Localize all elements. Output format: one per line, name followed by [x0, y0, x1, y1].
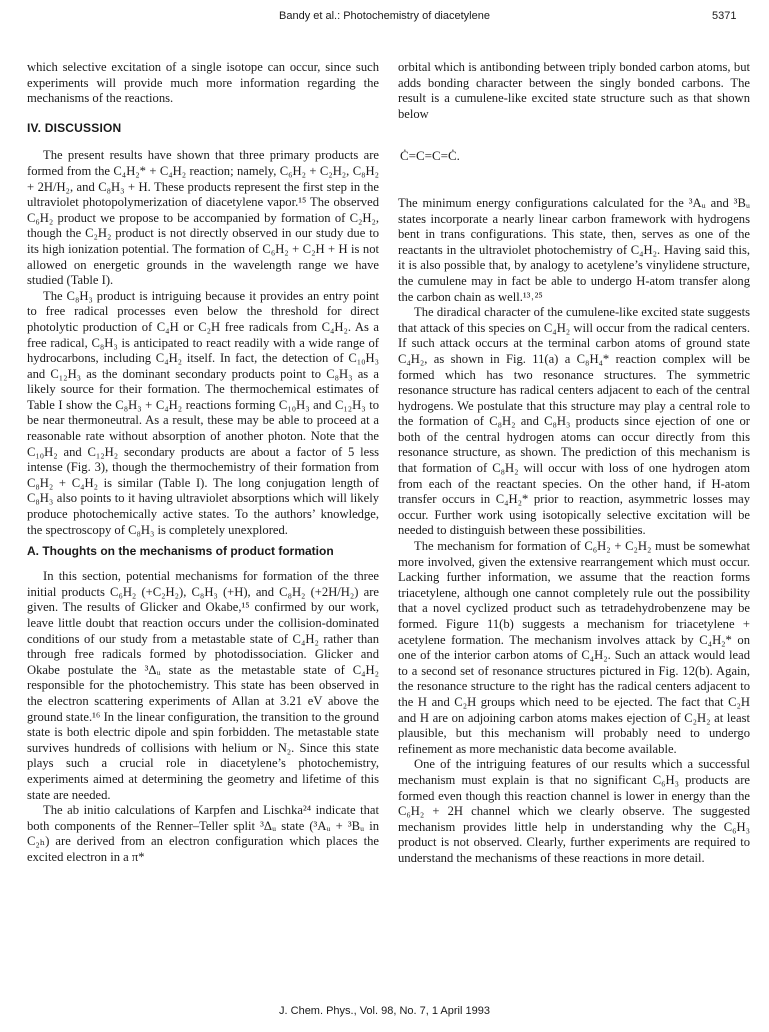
paragraph: The mechanism for formation of C₆H₂ + C₂H₂ must be somewhat more involved, given the extensive rearrangement which must occur. Lacking further information, we assume that the reaction forms triacetylene, although one cannot completely rule out the possibility that a novel cyclized product such as tetradehydrobenzene may be formed. Figure 11(b) suggests a mechanism for triacetylene + acetylene formation. The mechanism involves attack by C₄H₂* on one of the interior carbon atoms of C₄H₂. Such an attack would lead to a second set of resonance structures pictured in Fig. 12(b). Again, the resonance structure to the right has the radical centers adjacent to the H and C₂H groups which need to be ejected. The fact that C₂H and H are on adjoining carbon atoms makes ejection of C₂H₂ at least plausible, but this mechanism will probably need to undergo refinement as more mechanistic data become available. [398, 539, 750, 756]
section-heading: IV. DISCUSSION [27, 120, 122, 135]
paragraph: One of the intriguing features of our results which a successful mechanism must explain is that no significant C₆H₃ products are formed even though this reaction channel is lower in energy than the C₆H₂ + 2H channel which we clearly observe. The suggested mechanism provides little help in understanding why the C₆H₃ product is not observed. Clearly, further experiments are required to understand the mechanisms of these reactions in more detail. [398, 757, 750, 865]
running-head: Bandy et al.: Photochemistry of diacetylene [279, 10, 490, 22]
paragraph: orbital which is antibonding between triply bonded carbon atoms, but adds bonding character between the singly bonded carbons. The result is a cumulene-like excited state structure such as that shown below [398, 60, 750, 121]
paragraph: The ab initio calculations of Karpfen and Lischka²⁴ indicate that both components of the Renner–Teller split ³Δᵤ state (³Aᵤ + ³Bᵤ in C₂ₕ) are derived from an electron configuration which places the excited electron in a π* [27, 803, 379, 864]
right-column [398, 60, 750, 867]
left-column [27, 60, 379, 866]
subsection-heading: A. Thoughts on the mechanisms of product formation [27, 544, 334, 559]
paragraph: which selective excitation of a single isotope can occur, since such experiments will provide much more information regarding the mechanisms of the reactions. [27, 60, 379, 106]
paragraph: The diradical character of the cumulene-like excited state suggests that attack of this species on C₄H₂ will occur from the radical centers. If such attack occurs at the terminal carbon atoms of ground state C₄H₂, as shown in Fig. 11(a) a C₈H₄* reaction complex will be formed which has two resonance structures. The symmetric resonance structure has radical centers adjacent to each of the central hydrogens. We postulate that this structure may play a central role to the formation of C₈H₂ and C₈H₃ products since ejection of one or both of the central hydrogen atoms can occur directly from this resonance structure, as shown. The prediction of this mechanism is that formation of C₈H₂ will occur with loss of one hydrogen atom from each of the reactant species. On the other hand, if H-atom transfer occurs in C₄H₂* prior to reaction, asymmetric losses may occur. Further work using isotopically selective excitation will be needed to distinguish between these possibilities. [398, 305, 750, 538]
paragraph: In this section, potential mechanisms for formation of the three initial products C₆H₂ (+C₂H₂), C₈H₃ (+H), and C₈H₂ (+2H/H₂) are given. The results of Glicker and Okabe,¹⁵ confirmed by our work, leave little doubt that reaction occurs under the collision-dominated conditions of our study from a metastable state of C₄H₂ rather than through free radicals formed by photodissociation. Glicker and Okabe postulate the ³Δᵤ state as the metastable state of C₄H₂ responsible for the photochemistry. This state has been observed in the electron scattering experiments of Allan at 3.21 eV above the ground state.¹⁶ In the linear configuration, the transition to the ground state is both electric dipole and spin forbidden. The metastable state survives hundreds of collisions with helium or N₂. Since this state plays such a crucial role in diacetylene’s photochemistry, experiments aimed at determining the geometry and lifetime of this state are needed. [27, 569, 379, 802]
journal-footer: J. Chem. Phys., Vol. 98, No. 7, 1 April 1993 [279, 1005, 490, 1017]
paragraph: The C₈H₃ product is intriguing because it provides an entry point to free radical processes even below the threshold for direct photolytic production of C₄H or C₂H free radicals from C₄H₂. As a free radical, C₈H₃ is anticipated to react readily with a wide range of hydrocarbons, including C₄H₂ itself. In fact, the detection of C₁₀H₃ and C₁₂H₃ as the dominant secondary products point to C₈H₃ as a likely source for their formation. The thermochemical estimates of Table I show the C₈H₃ + C₄H₂ reactions forming C₁₀H₃ and C₁₂H₃ to be near thermoneutral. As a result, these may be able to proceed at a reasonable rate without absorption of another photon. Note that the C₁₀H₂ and C₁₂H₂ secondary products are about a factor of 5 less intense (Fig. 3), though the thermochemistry of their formation from C₈H₂ + C₄H₂ is similar (Table I). The long conjugation length of C₈H₃ also points to it having ultraviolet absorptions which will likely produce photochemically active states. To the authors’ knowledge, the spectroscopy of C₈H₃ is completely unexplored. [27, 288, 379, 537]
paragraph: The present results have shown that three primary products are formed from the C₄H₂* + C₄H₂ reaction; namely, C₆H₂ + C₂H₂, C₈H₂ + 2H/H₂, and C₈H₃ + H. These products represent the first step in the ultraviolet photopolymerization of diacetylene vapor.¹⁵ The observed C₆H₂ product we propose to be accompanied by formation of C₂H₂, though the C₂H₂ product is not directly observed in our study due to its high ionization potential. The formation of C₆H₂ + C₂H + H is not allowed on energetic grounds in the wavelength range we have studied (Table I). [27, 148, 379, 288]
cumulene-formula: Ċ=C=C=Ċ. [400, 148, 460, 164]
paragraph: The minimum energy configurations calculated for the ³Aᵤ and ³Bᵤ states incorporate a nearly linear carbon framework with hydrogens bent in trans configurations. This state, then, serves as one of the reactants in the ultraviolet photochemistry of C₄H₂. Having said this, it is also possible that, by analogy to acetylene’s vinylidene structure, the cumulene may in fact be able to undergo H-atom transfer along the carbon chain as well.¹³˒²⁵ [398, 195, 750, 304]
page-number: 5371 [712, 10, 737, 22]
